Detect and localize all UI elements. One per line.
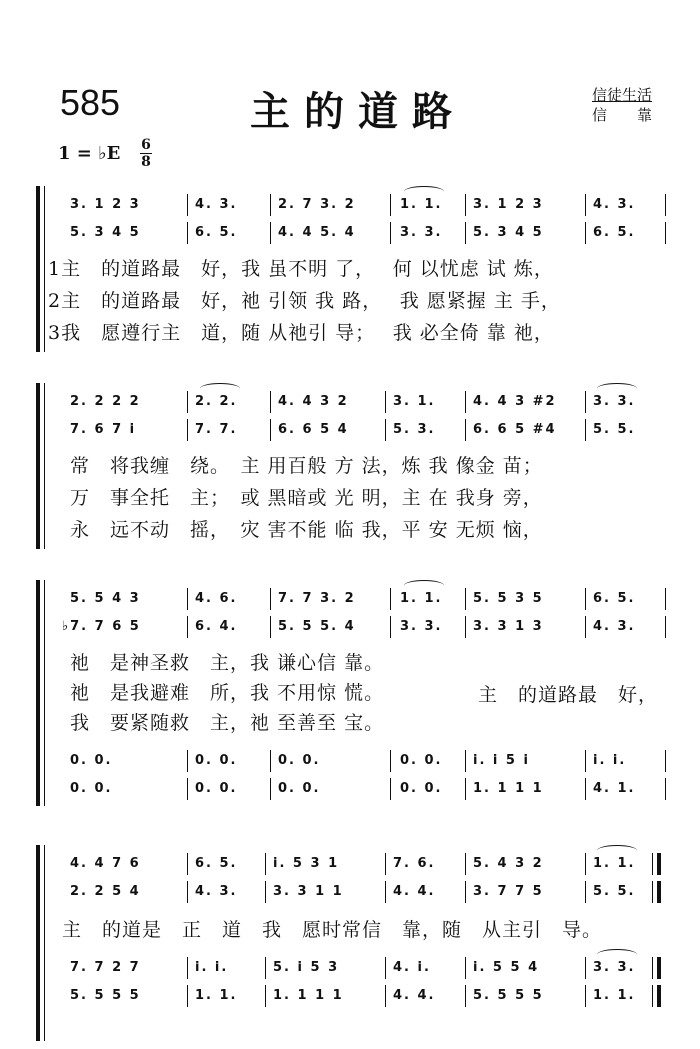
barline xyxy=(390,778,391,800)
lower-voice-row xyxy=(60,881,667,903)
barline xyxy=(585,957,586,979)
barline xyxy=(265,881,266,903)
measure: 1. 1 1 1 xyxy=(473,781,544,796)
lyric-line: 祂 是我避难 所，我 不用惊 慌。 xyxy=(70,682,385,704)
measure: 4. 4 5. 4 xyxy=(278,225,356,240)
measure: 5. 3 4 5 xyxy=(70,225,141,240)
measure: 4. 3. xyxy=(195,197,238,212)
hymn-number: 585 xyxy=(60,82,121,123)
accompaniment-lower-row xyxy=(60,778,667,800)
barline xyxy=(665,194,666,216)
lower-voice-row xyxy=(60,419,667,441)
system-bracket xyxy=(36,383,40,549)
barline xyxy=(385,957,386,979)
measure: 2. 2. xyxy=(195,394,238,409)
barline xyxy=(665,616,666,638)
barline xyxy=(390,750,391,772)
measure: 1. 1. xyxy=(400,591,443,606)
barline xyxy=(385,419,386,441)
measure: 4. 3. xyxy=(593,197,636,212)
measure: 3. 3 1 1 xyxy=(273,884,344,899)
measure: 6. 5. xyxy=(195,225,238,240)
measure: 1. 1. xyxy=(400,197,443,212)
barline xyxy=(385,881,386,903)
barline xyxy=(465,957,466,979)
measure: 2. 2 5 4 xyxy=(70,884,141,899)
tie xyxy=(597,845,637,856)
barline xyxy=(187,391,188,413)
barline xyxy=(585,985,586,1007)
measure: 3. 3. xyxy=(593,394,636,409)
measure: i. 5 3 1 xyxy=(273,856,340,871)
measure: 4. 4 3 #2 xyxy=(473,394,557,409)
lyric-line: 永 远不动 摇， 灾 害不能 临 我，平 安 无烦 恼， xyxy=(70,519,543,541)
barline xyxy=(187,194,188,216)
barline xyxy=(187,853,188,875)
measure: 2. 2 2 2 xyxy=(70,394,141,409)
measure: 3. 3. xyxy=(593,960,636,975)
barline xyxy=(585,588,586,610)
barline xyxy=(465,778,466,800)
measure: 7. 7 3. 2 xyxy=(278,591,356,606)
system-1 xyxy=(0,186,700,356)
barline xyxy=(390,222,391,244)
barline xyxy=(585,419,586,441)
barline xyxy=(265,853,266,875)
measure: 0. 0. xyxy=(278,753,321,768)
barline xyxy=(270,194,271,216)
lyric-line: 主 的道是 正 道 我 愿时常信 靠，随 从主引 导。 xyxy=(62,919,603,941)
lower-voice-row xyxy=(60,616,667,638)
barline xyxy=(385,853,386,875)
barline xyxy=(187,616,188,638)
barline xyxy=(652,881,653,903)
measure: ♭7. 7 6 5 xyxy=(62,619,141,634)
barline xyxy=(585,616,586,638)
lyric-line: 常 将我缠 绕。 主 用百般 方 法，炼 我 像金 苗； xyxy=(70,455,543,477)
measure: 7. 7. xyxy=(195,422,238,437)
lyric-line: 2主 的道路最 好，祂 引领 我 路， 我 愿紧握 主 手， xyxy=(48,290,561,312)
tie xyxy=(404,580,444,591)
measure: 0. 0. xyxy=(195,781,238,796)
barline xyxy=(652,957,653,979)
measure: 5. 5 5. 4 xyxy=(278,619,356,634)
system-3 xyxy=(0,580,700,810)
hymn-title: 主的道路 xyxy=(250,88,466,135)
hymn-source: 信徒生活 xyxy=(592,86,653,104)
measure: 0. 0. xyxy=(195,753,238,768)
measure: 0. 0. xyxy=(400,753,443,768)
measure: 4. 1. xyxy=(593,781,636,796)
measure: 4. 4. xyxy=(393,884,436,899)
measure: 7. 6. xyxy=(393,856,436,871)
barline xyxy=(187,588,188,610)
barline xyxy=(187,750,188,772)
measure: 3. 1 2 3 xyxy=(473,197,544,212)
measure: 5. i 5 3 xyxy=(273,960,340,975)
barline xyxy=(270,419,271,441)
barline xyxy=(465,588,466,610)
measure: 3. 3. xyxy=(400,619,443,634)
final-barline xyxy=(657,985,661,1007)
measure: 5. 5 4 3 xyxy=(70,591,141,606)
hymn-author: 信 靠 xyxy=(592,106,653,124)
barline xyxy=(585,222,586,244)
measure: 4. 4. xyxy=(393,988,436,1003)
barline xyxy=(465,853,466,875)
lyric-line: 我 要紧随救 主，祂 至善至 宝。 xyxy=(70,712,385,734)
accompaniment-upper-row xyxy=(60,750,667,772)
barline xyxy=(187,778,188,800)
barline xyxy=(270,778,271,800)
measure: 6. 6 5 4 xyxy=(278,422,349,437)
barline xyxy=(390,616,391,638)
barline xyxy=(265,985,266,1007)
barline xyxy=(465,985,466,1007)
barline xyxy=(390,194,391,216)
measure: 6. 6 5 #4 xyxy=(473,422,557,437)
lyric-line: 祂 是神圣救 主，我 谦心信 靠。 xyxy=(70,652,385,674)
lower-voice-row xyxy=(60,222,667,244)
barline xyxy=(270,391,271,413)
measure: 0. 0. xyxy=(278,781,321,796)
system-bracket xyxy=(36,580,40,806)
measure: 2. 7 3. 2 xyxy=(278,197,356,212)
measure: 5. 3. xyxy=(393,422,436,437)
tie xyxy=(597,949,637,960)
barline xyxy=(270,222,271,244)
barline xyxy=(187,957,188,979)
barline xyxy=(465,419,466,441)
barline xyxy=(585,881,586,903)
measure: i. i. xyxy=(593,753,627,768)
barline xyxy=(585,750,586,772)
final-barline xyxy=(657,957,661,979)
barline xyxy=(585,194,586,216)
upper-voice-row xyxy=(60,194,667,216)
lyric-line: 1主 的道路最 好，我 虽不明 了， 何 以忧虑 试 炼， xyxy=(48,258,554,280)
measure: i. 5 5 4 xyxy=(473,960,540,975)
lyric-line: 3我 愿遵行主 道，随 从祂引 导； 我 必全倚 靠 祂， xyxy=(48,322,554,344)
measure: 1. 1 1 1 xyxy=(273,988,344,1003)
barline xyxy=(270,588,271,610)
barline xyxy=(465,750,466,772)
upper-voice-row xyxy=(60,391,667,413)
barline xyxy=(270,750,271,772)
barline xyxy=(465,194,466,216)
barline xyxy=(465,222,466,244)
upper-voice-row xyxy=(60,588,667,610)
measure: 4. 4 3 2 xyxy=(278,394,349,409)
measure: 0. 0. xyxy=(70,753,113,768)
measure: 4. i. xyxy=(393,960,431,975)
measure: 3. 3. xyxy=(400,225,443,240)
measure: i. i. xyxy=(195,960,229,975)
measure: 6. 5. xyxy=(593,591,636,606)
measure: 1. 1. xyxy=(593,988,636,1003)
barline xyxy=(385,391,386,413)
tie xyxy=(404,186,444,197)
barline xyxy=(652,853,653,875)
measure: 6. 5. xyxy=(593,225,636,240)
measure: 5. 5 5 5 xyxy=(473,988,544,1003)
time-signature xyxy=(140,138,152,169)
measure: 5. 5. xyxy=(593,422,636,437)
measure: 0. 0. xyxy=(70,781,113,796)
measure: 5. 3 4 5 xyxy=(473,225,544,240)
measure: i. i 5 i xyxy=(473,753,530,768)
tie xyxy=(200,383,240,394)
system-2 xyxy=(0,383,700,553)
barline xyxy=(390,588,391,610)
measure: 4. 3. xyxy=(593,619,636,634)
measure: 7. 7 2 7 xyxy=(70,960,141,975)
barline xyxy=(187,881,188,903)
measure: 5. 4 3 2 xyxy=(473,856,544,871)
barline xyxy=(385,985,386,1007)
barline xyxy=(265,957,266,979)
system-4 xyxy=(0,845,700,1045)
measure: 6. 4. xyxy=(195,619,238,634)
barline xyxy=(465,616,466,638)
measure: 5. 5. xyxy=(593,884,636,899)
measure: 6. 5. xyxy=(195,856,238,871)
barline xyxy=(270,616,271,638)
measure: 4. 6. xyxy=(195,591,238,606)
meter-top: 6 xyxy=(141,137,151,153)
barline xyxy=(665,588,666,610)
barline xyxy=(665,778,666,800)
measure: 7. 6 7 i xyxy=(70,422,137,437)
upper-voice-row xyxy=(60,853,667,875)
measure: 3. 1 2 3 xyxy=(70,197,141,212)
barline xyxy=(465,881,466,903)
barline xyxy=(652,985,653,1007)
key-signature: 1 = ♭E xyxy=(58,143,121,164)
barline xyxy=(585,853,586,875)
accompaniment-lower-row xyxy=(60,985,667,1007)
measure: 3. 3 1 3 xyxy=(473,619,544,634)
measure: 5. 5 5 5 xyxy=(70,988,141,1003)
system-bracket xyxy=(36,186,40,352)
barline xyxy=(187,985,188,1007)
final-barline xyxy=(657,881,661,903)
meter-bottom: 8 xyxy=(141,154,151,170)
barline xyxy=(187,222,188,244)
barline xyxy=(585,391,586,413)
measure: 3. 1. xyxy=(393,394,436,409)
measure: 4. 3. xyxy=(195,884,238,899)
lyric-line: 万 事全托 主； 或 黑暗或 光 明，主 在 我身 旁， xyxy=(70,487,543,509)
accompaniment-upper-row xyxy=(60,957,667,979)
barline xyxy=(187,419,188,441)
barline xyxy=(465,391,466,413)
tie xyxy=(597,383,637,394)
system-bracket xyxy=(36,845,40,1041)
measure: 0. 0. xyxy=(400,781,443,796)
barline xyxy=(585,778,586,800)
refrain-lyric: 主 的道路最 好， xyxy=(478,684,659,706)
measure: 1. 1. xyxy=(593,856,636,871)
barline xyxy=(665,222,666,244)
measure: 4. 4 7 6 xyxy=(70,856,141,871)
final-barline xyxy=(657,853,661,875)
measure: 5. 5 3 5 xyxy=(473,591,544,606)
measure: 1. 1. xyxy=(195,988,238,1003)
barline xyxy=(665,750,666,772)
measure: 3. 7 7 5 xyxy=(473,884,544,899)
